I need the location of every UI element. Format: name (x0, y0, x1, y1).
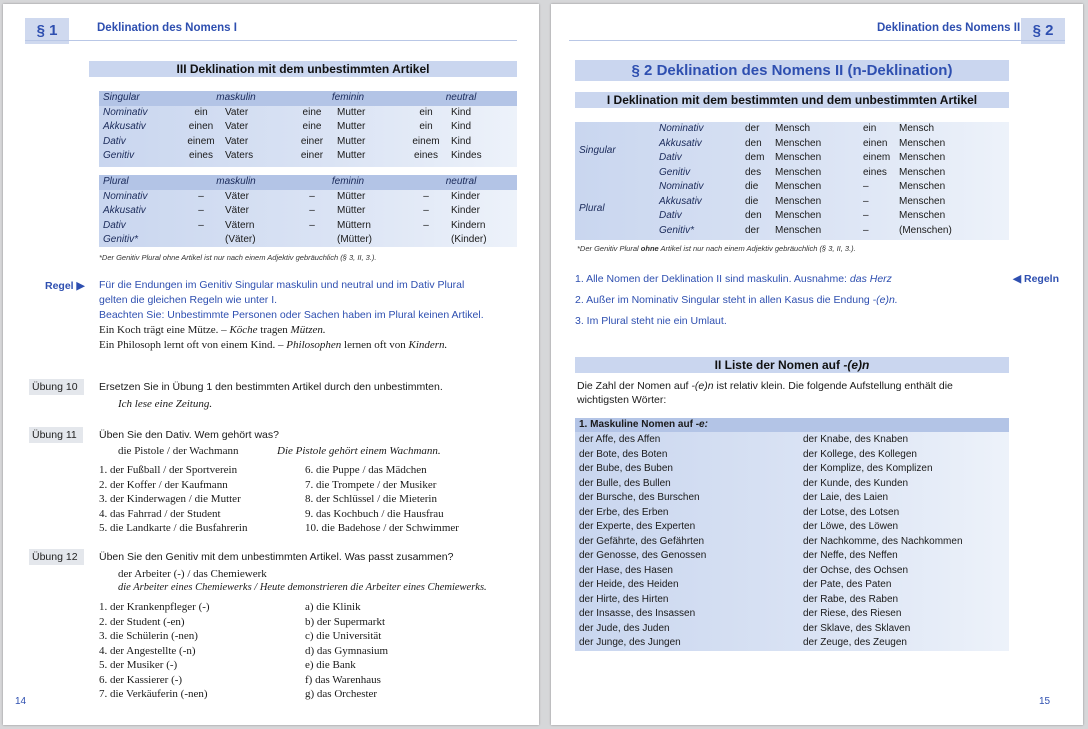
section-title: I Deklination mit dem bestimmten und dem unbestimmten Artikel (575, 92, 1009, 108)
list-item: 10. die Badehose / der Schwimmer (305, 522, 459, 534)
rule-item: 1. Alle Nomen der Deklination II sind maskulin. Ausnahme: das Herz (575, 273, 892, 285)
case-label: Genitiv* (659, 224, 695, 236)
table-row (99, 204, 517, 219)
list-item: der Pate, des Paten (803, 579, 892, 590)
table-cell: Menschen (899, 181, 946, 192)
exercise-instruction: Üben Sie den Dativ. Wem gehört was? (99, 429, 279, 441)
rule-example: Ein Philosoph lernt oft von einem Kind. – Philosophen lernen oft von Kindern. (99, 338, 448, 351)
table-cell: Menschen (899, 195, 946, 207)
list-item: e) die Bank (305, 659, 356, 671)
table-cell: ein (419, 121, 433, 132)
table-cell: Kind (451, 121, 472, 132)
table-cell: Väter (225, 190, 249, 202)
list-item: der Junge, des Jungen (579, 637, 681, 648)
table-cell: – (863, 181, 869, 192)
declension-table-plural (99, 175, 517, 248)
table-cell: – (863, 224, 869, 236)
case-label: Genitiv* (103, 234, 139, 245)
table-cell: – (198, 190, 204, 202)
table-cell: den (745, 137, 762, 149)
rule-line: gelten die gleichen Regeln wie unter I. (99, 294, 278, 306)
table-cell: Menschen (899, 137, 946, 149)
list-item: der Bote, des Boten (579, 448, 668, 460)
table-cell: (Väter) (225, 234, 256, 245)
case-label: Dativ (103, 135, 126, 147)
table-cell: einem (412, 135, 440, 147)
column-header: neutral (405, 175, 517, 190)
chapter-title: § 2 Deklination des Nomens II (n-Deklination) (575, 60, 1009, 81)
list-item: der Bube, des Buben (579, 463, 673, 474)
table-cell: eine (302, 106, 322, 118)
exercise-example-answer: die Arbeiter eines Chemiewerks / Heute demonstrieren die Arbeiter eines Chemiewerks. (118, 582, 487, 593)
table-cell (405, 233, 447, 248)
list-item: der Sklave, des Sklaven (803, 622, 911, 634)
list-item: 1. der Krankenpfleger (-) (99, 601, 210, 613)
list-item: der Experte, des Experten (579, 521, 696, 532)
case-label: Dativ (103, 219, 126, 231)
list-item: der Kollege, des Kollegen (803, 448, 917, 460)
section-badge: § 2 (1021, 18, 1065, 44)
section-title: II Liste der Nomen auf -(e)n (575, 357, 1009, 373)
left-page (3, 4, 539, 725)
column-header: maskulin (181, 175, 291, 190)
section-badge: § 1 (25, 18, 69, 44)
table-cell: dem (745, 152, 765, 163)
number-label: Plural (579, 202, 605, 214)
case-label: Genitiv (659, 166, 691, 178)
table-cell: – (198, 219, 204, 231)
exercise-instruction: Üben Sie den Genitiv mit dem unbestimmten Artikel. Was passt zusammen? (99, 551, 454, 563)
list-item: der Insasse, des Insassen (579, 608, 696, 619)
list-item: 2. der Koffer / der Kaufmann (99, 478, 228, 491)
table-cell: Vater (225, 121, 249, 132)
list-item: der Heide, des Heiden (579, 579, 679, 590)
list-heading: 1. Maskuline Nomen auf -e: (579, 419, 708, 430)
table-cell: die (745, 181, 759, 192)
header-rule (569, 40, 1065, 41)
list-item: 8. der Schlüssel / die Mieterin (305, 493, 437, 505)
column-header: feminin (291, 91, 405, 106)
table-cell: die (745, 195, 759, 207)
table-cell: Menschen (775, 181, 822, 192)
table-cell: (Kinder) (451, 234, 487, 245)
table-cell: eines (414, 150, 438, 161)
intro-line: wichtigsten Wörter: (577, 394, 667, 406)
table-cell: der (745, 224, 760, 236)
table-cell: des (745, 166, 762, 178)
table-cell: einen (188, 121, 214, 132)
table-cell: – (198, 205, 204, 216)
list-item: der Hirte, des Hirten (579, 593, 669, 605)
exercise-items-right (305, 600, 388, 702)
footnote: *Der Genitiv Plural ohne Artikel ist nur nach einem Adjektiv gebräuchlich (§ 3, II, 3.). (577, 244, 856, 253)
table-cell: eine (302, 121, 322, 132)
table-cell: eines (863, 166, 887, 178)
table-title: III Deklination mit dem unbestimmten Artikel (89, 61, 517, 77)
list-item: der Bursche, des Burschen (579, 492, 700, 503)
exercise-example-answer: Die Pistole gehört einem Wachmann. (277, 445, 441, 457)
list-item: 1. der Fußball / der Sportverein (99, 464, 238, 476)
table-cell: Menschen (775, 195, 822, 207)
table-row (575, 122, 1009, 137)
right-page (551, 4, 1083, 725)
table-cell: einer (300, 135, 324, 147)
table-cell: Mütter (337, 190, 366, 202)
table-cell: Mensch (775, 123, 811, 134)
list-item: 4. der Angestellte (-n) (99, 644, 196, 657)
table-cell: Mutter (337, 121, 366, 132)
table-cell: Menschen (899, 210, 946, 221)
table-cell: (Mütter) (337, 234, 372, 245)
table-cell: Menschen (899, 166, 946, 178)
table-cell: Kind (451, 135, 472, 147)
table-cell: (Menschen) (899, 224, 952, 236)
list-item: der Löwe, des Löwen (803, 521, 899, 532)
case-label: Akkusativ (103, 121, 146, 132)
table-row (99, 120, 517, 135)
n-declension-table (575, 122, 1009, 238)
table-cell: ein (194, 106, 208, 118)
table-cell: Kinder (451, 205, 480, 216)
regel-tag: Regel ▶ (45, 280, 85, 292)
list-item: c) die Universität (305, 630, 382, 642)
table-cell: den (745, 210, 762, 221)
list-item: 2. der Student (-en) (99, 615, 185, 628)
rule-line: Für die Endungen im Genitiv Singular maskulin und neutral und im Dativ Plural (99, 279, 465, 291)
case-label: Dativ (659, 152, 682, 163)
list-item: 5. der Musiker (-) (99, 659, 178, 671)
intro-text (577, 379, 953, 407)
table-row (99, 190, 517, 205)
table-cell: Mensch (899, 123, 935, 134)
rules-list (575, 272, 898, 330)
table-cell: Menschen (775, 152, 822, 163)
table-cell: Kinder (451, 190, 480, 202)
list-item: 7. die Trompete / der Musiker (305, 478, 437, 491)
rule-item: 3. Im Plural steht nie ein Umlaut. (575, 315, 727, 327)
case-label: Nominativ (103, 190, 148, 202)
exercise-items-right (305, 463, 459, 536)
table-cell: – (309, 205, 315, 216)
table-cell: Vater (225, 135, 249, 147)
exercise-items-left (99, 600, 210, 702)
table-cell: – (423, 190, 429, 202)
exercise-tag: Übung 11 (29, 427, 83, 443)
list-item: der Erbe, des Erben (579, 506, 669, 518)
table-cell (291, 233, 333, 248)
table-cell: Menschen (899, 152, 946, 163)
table-row (99, 106, 517, 121)
table-cell: Kindes (451, 150, 482, 161)
case-label: Nominativ (659, 123, 704, 134)
list-item: der Lotse, des Lotsen (803, 506, 900, 518)
list-item: a) die Klinik (305, 601, 361, 613)
header-rule (25, 40, 517, 41)
table-cell: Kind (451, 106, 472, 118)
rule-item: 2. Außer im Nominativ Singular steht in allen Kasus die Endung -(e)n. (575, 294, 898, 306)
case-label: Nominativ (103, 106, 148, 118)
table-cell: einer (300, 150, 324, 161)
number-label: Singular (579, 144, 616, 156)
rule-text (99, 278, 519, 323)
list-item: g) das Orchester (305, 688, 378, 700)
list-item: der Affe, des Affen (579, 434, 661, 445)
table-header-row (99, 175, 517, 190)
list-item: d) das Gymnasium (305, 644, 389, 657)
list-item: der Hase, des Hasen (579, 564, 673, 576)
table-cell: Müttern (337, 219, 371, 231)
table-row (575, 180, 1009, 195)
list-item: der Genosse, des Genossen (579, 550, 707, 561)
list-item: 3. die Schülerin (-nen) (99, 630, 198, 642)
list-item: der Riese, des Riesen (803, 608, 902, 619)
exercise-items-left (99, 463, 247, 536)
table-cell: – (423, 205, 429, 216)
exercise-tag: Übung 10 (29, 379, 84, 395)
column-header: feminin (291, 175, 405, 190)
table-cell: der (745, 123, 760, 134)
page-number: 14 (15, 696, 27, 707)
case-label: Genitiv (103, 150, 135, 161)
table-cell: Menschen (775, 137, 822, 149)
column-header: Singular (99, 91, 181, 106)
list-item: der Bulle, des Bullen (579, 477, 671, 489)
running-header: Deklination des Nomens I (97, 22, 237, 34)
list-item: 5. die Landkarte / die Busfahrerin (99, 522, 248, 534)
regeln-tag: ◀ Regeln (1013, 273, 1059, 285)
list-item: 3. der Kinderwagen / die Mutter (99, 493, 241, 505)
noun-list-right (803, 433, 963, 651)
case-label: Dativ (659, 210, 682, 221)
list-item: 9. das Kochbuch / die Hausfrau (305, 507, 444, 520)
table-cell: Menschen (775, 224, 822, 236)
running-header: Deklination des Nomens II (877, 22, 1021, 34)
table-cell: Väter (225, 205, 249, 216)
table-cell: ein (863, 123, 877, 134)
table-row (99, 233, 517, 248)
exercise-tag: Übung 12 (29, 549, 84, 565)
table-cell: – (423, 219, 429, 231)
table-cell: einem (187, 135, 215, 147)
table-cell: Kindern (451, 219, 486, 231)
table-cell: Mutter (337, 135, 366, 147)
table-cell (181, 233, 221, 248)
list-item: der Kunde, des Kunden (803, 477, 909, 489)
table-row (99, 135, 517, 150)
list-item: der Neffe, des Neffen (803, 550, 898, 561)
table-cell: Menschen (775, 210, 822, 221)
exercise-example: der Arbeiter (-) / das Chemiewerk (118, 568, 267, 580)
table-header-row (99, 91, 517, 106)
exercise-instruction: Ersetzen Sie in Übung 1 den bestimmten Artikel durch den unbestimmten. (99, 381, 443, 393)
list-item: 6. die Puppe / das Mädchen (305, 464, 427, 476)
column-header: maskulin (181, 91, 291, 106)
table-row (99, 149, 517, 164)
table-row (99, 219, 517, 234)
table-cell: Vater (225, 106, 249, 118)
table-cell: Vätern (225, 219, 255, 231)
declension-table-singular (99, 91, 517, 164)
table-cell: ein (419, 106, 433, 118)
case-label: Akkusativ (659, 137, 702, 149)
list-item: der Nachkomme, des Nachkommen (803, 535, 963, 547)
page-number: 15 (1039, 696, 1051, 707)
list-item: f) das Warenhaus (305, 673, 381, 686)
exercise-example: Ich lese eine Zeitung. (118, 398, 213, 410)
table-cell: einem (863, 152, 891, 163)
list-item: der Knabe, des Knaben (803, 434, 909, 445)
table-cell: – (309, 190, 315, 202)
table-cell: Vaters (225, 150, 254, 161)
list-item: 6. der Kassierer (-) (99, 673, 183, 686)
noun-list-left (579, 433, 706, 651)
table-cell: – (309, 219, 315, 231)
intro-line: Die Zahl der Nomen auf -(e)n ist relativ klein. Die folgende Aufstellung enthält die (577, 380, 953, 392)
table-cell: Menschen (775, 166, 822, 178)
table-cell: Mütter (337, 205, 366, 216)
list-item: der Jude, des Juden (579, 622, 670, 634)
footnote: *Der Genitiv Plural ohne Artikel ist nur nach einem Adjektiv gebräuchlich (§ 3, II, 3.). (99, 253, 377, 262)
exercise-example: die Pistole / der Wachmann (118, 445, 239, 457)
list-item: der Laie, des Laien (803, 492, 889, 503)
list-item: 7. die Verkäuferin (-nen) (99, 688, 208, 700)
list-item: der Rabe, des Raben (803, 593, 899, 605)
list-item: der Gefährte, des Gefährten (579, 535, 705, 547)
rule-example: Ein Koch trägt eine Mütze. – Köche tragen Mützen. (99, 324, 326, 336)
rule-examples (99, 323, 447, 352)
table-cell: Mutter (337, 106, 366, 118)
list-item: der Komplize, des Komplizen (803, 463, 933, 474)
column-header: Plural (99, 175, 181, 190)
table-cell: Mutter (337, 150, 366, 161)
list-item: 4. das Fahrrad / der Student (99, 507, 221, 520)
list-item: b) der Supermarkt (305, 615, 386, 628)
list-item: der Ochse, des Ochsen (803, 564, 909, 576)
rule-line: Beachten Sie: Unbestimmte Personen oder Sachen haben im Plural keinen Artikel. (99, 309, 484, 321)
table-cell: – (863, 195, 869, 207)
case-label: Akkusativ (659, 195, 702, 207)
case-label: Akkusativ (103, 205, 146, 216)
list-item: der Zeuge, des Zeugen (803, 637, 907, 648)
column-header: neutral (405, 91, 517, 106)
table-cell: eines (189, 150, 213, 161)
table-cell: – (863, 210, 869, 221)
case-label: Nominativ (659, 181, 704, 192)
table-cell: einen (863, 137, 888, 149)
